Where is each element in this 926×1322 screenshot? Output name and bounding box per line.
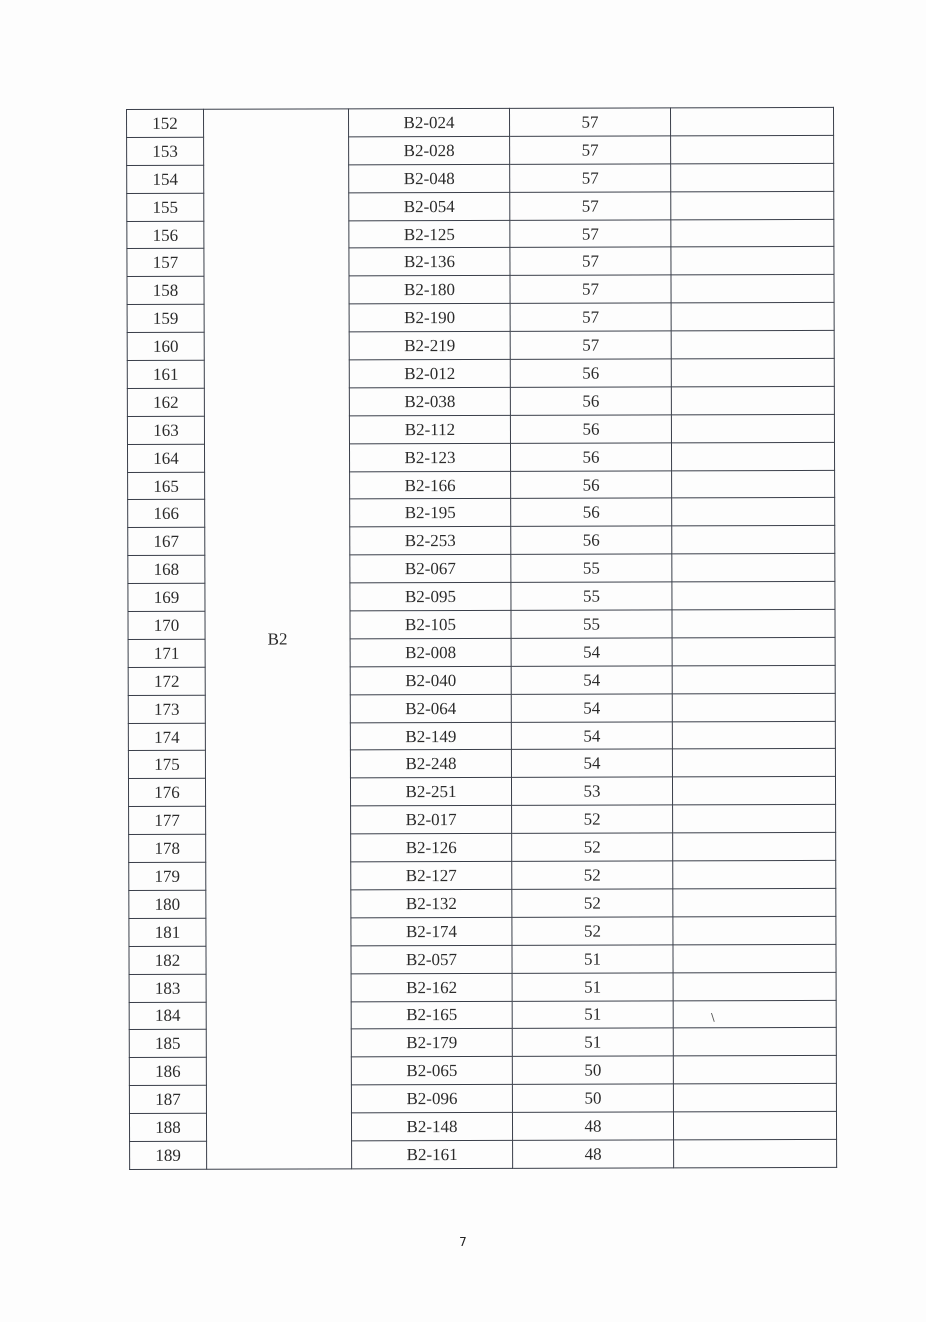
remark-cell: [672, 526, 835, 554]
row-index-cell: 182: [129, 946, 206, 974]
candidate-code-cell: B2-190: [349, 304, 510, 332]
candidate-code-cell: B2-132: [351, 889, 512, 917]
row-index-cell: 187: [129, 1085, 206, 1113]
row-index-cell: 166: [128, 500, 205, 528]
candidate-code-cell: B2-165: [351, 1001, 512, 1029]
candidate-code-cell: B2-180: [349, 276, 510, 304]
score-cell: 54: [511, 749, 672, 777]
results-table: [126, 107, 837, 1170]
candidate-code-cell: B2-054: [349, 192, 510, 220]
score-cell: 56: [511, 498, 672, 526]
remark-cell: [673, 972, 836, 1000]
candidate-code-cell: B2-219: [349, 331, 510, 359]
group-cell: B2: [204, 109, 352, 1169]
candidate-code-cell: B2-105: [350, 610, 511, 638]
remark-cell: [671, 358, 834, 386]
candidate-code-cell: B2-017: [351, 806, 512, 834]
score-cell: 57: [510, 247, 671, 275]
remark-cell: [672, 498, 835, 526]
remark-cell: [671, 135, 834, 163]
candidate-code-cell: B2-057: [351, 945, 512, 973]
row-index-cell: 168: [128, 556, 205, 584]
remark-cell: [671, 191, 834, 219]
row-index-cell: 173: [128, 695, 205, 723]
candidate-code-cell: B2-065: [351, 1057, 512, 1085]
row-index-cell: 180: [129, 890, 206, 918]
score-cell: 57: [510, 303, 671, 331]
score-cell: 51: [512, 1000, 673, 1028]
score-cell: 57: [510, 331, 671, 359]
candidate-code-cell: B2-149: [350, 722, 511, 750]
row-index-cell: 175: [128, 751, 205, 779]
remark-cell: [671, 414, 834, 442]
score-cell: 55: [511, 610, 672, 638]
score-cell: 55: [511, 582, 672, 610]
remark-cell: [673, 860, 836, 888]
score-cell: 50: [512, 1056, 673, 1084]
remark-cell: [671, 303, 834, 331]
score-cell: 55: [511, 554, 672, 582]
remark-cell: [672, 470, 835, 498]
candidate-code-cell: B2-162: [351, 973, 512, 1001]
candidate-code-cell: B2-161: [352, 1140, 513, 1168]
score-cell: 57: [510, 164, 671, 192]
row-index-cell: 167: [128, 528, 205, 556]
row-index-cell: 152: [127, 109, 204, 137]
remark-cell: [673, 888, 836, 916]
candidate-code-cell: B2-040: [350, 666, 511, 694]
score-cell: 54: [511, 721, 672, 749]
row-index-cell: 179: [129, 862, 206, 890]
row-index-cell: 156: [127, 221, 204, 249]
candidate-code-cell: B2-112: [349, 415, 510, 443]
candidate-code-cell: B2-127: [351, 861, 512, 889]
remark-cell: [673, 944, 836, 972]
row-index-cell: 153: [127, 137, 204, 165]
score-cell: 57: [510, 219, 671, 247]
score-cell: 57: [510, 275, 671, 303]
row-index-cell: 178: [129, 834, 206, 862]
remark-cell: [672, 582, 835, 610]
row-index-cell: 162: [127, 388, 204, 416]
candidate-code-cell: B2-248: [350, 750, 511, 778]
table-body: [127, 107, 837, 1169]
candidate-code-cell: B2-174: [351, 917, 512, 945]
remark-cell: [671, 386, 834, 414]
candidate-code-cell: B2-136: [349, 248, 510, 276]
candidate-code-cell: B2-064: [350, 694, 511, 722]
row-index-cell: 158: [127, 277, 204, 305]
row-index-cell: 161: [127, 360, 204, 388]
score-cell: 54: [511, 638, 672, 666]
candidate-code-cell: B2-008: [350, 638, 511, 666]
score-cell: 56: [510, 387, 671, 415]
row-index-cell: 189: [130, 1141, 207, 1169]
score-cell: 52: [512, 889, 673, 917]
candidate-code-cell: B2-048: [349, 164, 510, 192]
row-index-cell: 165: [128, 472, 205, 500]
remark-cell: [672, 609, 835, 637]
remark-cell: [673, 1084, 836, 1112]
remark-cell: [671, 219, 834, 247]
candidate-code-cell: B2-067: [350, 555, 511, 583]
score-cell: 52: [512, 833, 673, 861]
candidate-code-cell: B2-125: [349, 220, 510, 248]
remark-cell: [672, 637, 835, 665]
row-index-cell: 155: [127, 193, 204, 221]
score-cell: 54: [511, 666, 672, 694]
row-index-cell: 163: [127, 416, 204, 444]
candidate-code-cell: B2-179: [351, 1029, 512, 1057]
row-index-cell: 172: [128, 667, 205, 695]
candidate-code-cell: B2-123: [349, 443, 510, 471]
remark-cell: [673, 1028, 836, 1056]
score-cell: 48: [512, 1112, 673, 1140]
remark-cell: [673, 1111, 836, 1139]
row-index-cell: 186: [129, 1058, 206, 1086]
row-index-cell: 174: [128, 723, 205, 751]
score-cell: 56: [511, 470, 672, 498]
score-cell: 52: [512, 805, 673, 833]
row-index-cell: 160: [127, 332, 204, 360]
row-index-cell: 176: [128, 779, 205, 807]
row-index-cell: 157: [127, 249, 204, 277]
remark-cell: [673, 805, 836, 833]
remark-cell: [672, 749, 835, 777]
score-cell: 51: [512, 945, 673, 973]
score-cell: 50: [512, 1084, 673, 1112]
row-index-cell: 177: [129, 807, 206, 835]
row-index-cell: 185: [129, 1030, 206, 1058]
remark-cell: [673, 1056, 836, 1084]
row-index-cell: 188: [129, 1113, 206, 1141]
score-cell: 56: [510, 359, 671, 387]
remark-cell: [670, 107, 833, 135]
row-index-cell: 183: [129, 974, 206, 1002]
candidate-code-cell: B2-038: [349, 387, 510, 415]
score-cell: 48: [513, 1140, 674, 1168]
remark-cell: [671, 331, 834, 359]
row-index-cell: 184: [129, 1002, 206, 1030]
stray-pen-mark: \: [711, 1011, 715, 1024]
candidate-code-cell: B2-012: [349, 359, 510, 387]
candidate-code-cell: B2-126: [351, 834, 512, 862]
row-index-cell: 164: [127, 444, 204, 472]
candidate-code-cell: B2-024: [349, 108, 510, 136]
remark-cell: [672, 665, 835, 693]
remark-cell: [673, 833, 836, 861]
candidate-code-cell: B2-096: [351, 1085, 512, 1113]
remark-cell: [672, 721, 835, 749]
row-index-cell: 154: [127, 165, 204, 193]
remark-cell: [672, 693, 835, 721]
remark-cell: [672, 554, 835, 582]
score-cell: 57: [510, 136, 671, 164]
remark-cell: [673, 916, 836, 944]
row-index-cell: 170: [128, 611, 205, 639]
remark-cell: [671, 163, 834, 191]
remark-cell: [671, 247, 834, 275]
page-number: 7: [459, 1235, 467, 1249]
score-cell: 56: [510, 415, 671, 443]
score-cell: 51: [512, 1028, 673, 1056]
score-cell: 52: [512, 917, 673, 945]
candidate-code-cell: B2-166: [350, 471, 511, 499]
row-index-cell: 169: [128, 583, 205, 611]
remark-cell: [672, 777, 835, 805]
candidate-code-cell: B2-195: [350, 499, 511, 527]
remark-cell: [671, 442, 834, 470]
score-cell: 57: [510, 192, 671, 220]
remark-cell: [673, 1000, 836, 1028]
score-cell: 56: [510, 443, 671, 471]
score-cell: 51: [512, 972, 673, 1000]
score-cell: 56: [511, 526, 672, 554]
candidate-code-cell: B2-028: [349, 136, 510, 164]
row-index-cell: 181: [129, 918, 206, 946]
score-cell: 57: [509, 108, 670, 136]
candidate-code-cell: B2-148: [351, 1112, 512, 1140]
candidate-code-cell: B2-253: [350, 527, 511, 555]
remark-cell: [674, 1139, 837, 1167]
score-cell: 54: [511, 694, 672, 722]
row-index-cell: 171: [128, 639, 205, 667]
row-index-cell: 159: [127, 305, 204, 333]
table-row: [127, 107, 834, 137]
remark-cell: [671, 275, 834, 303]
candidate-code-cell: B2-095: [350, 583, 511, 611]
candidate-code-cell: B2-251: [350, 778, 511, 806]
score-cell: 53: [511, 777, 672, 805]
score-cell: 52: [512, 861, 673, 889]
